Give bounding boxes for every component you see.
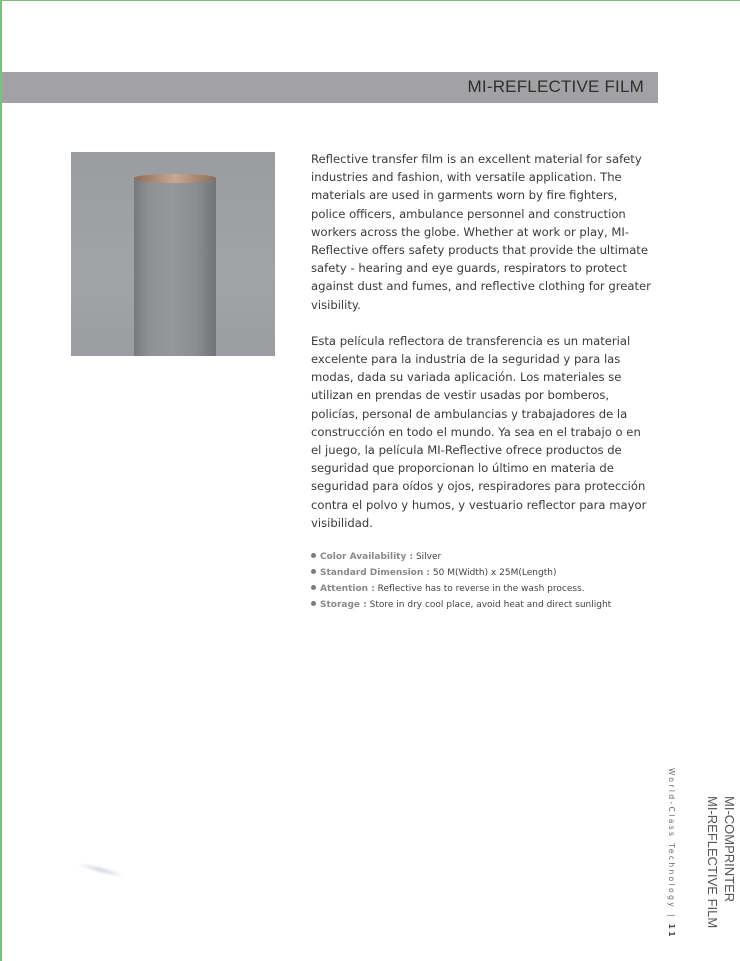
product-photo <box>71 152 275 356</box>
page-number: 11 <box>667 923 676 939</box>
frame-left-line <box>0 0 2 961</box>
spec-standard-dimension <box>311 565 651 581</box>
spec-value: Silver <box>415 552 442 562</box>
spec-color-availability <box>311 549 651 565</box>
spec-label: Color Availability : <box>320 552 414 562</box>
spec-storage <box>311 597 651 613</box>
description-spanish: Esta película reflectora de transferencia es un material excelente para la industria de la seguridad y para las modas, dada su variada aplicación. Los materiales se utilizan en prendas de vestir usadas por bomberos, policías, personal de ambulancias y trabajadores de la construcción en todo el mundo. Ya sea en el trabajo o en el juego, la película MI-Reflective ofrece productos de seguridad que proporcionan lo último en materia de seguridad para oídos y ojos, respiradores para protección contra el polvo y humos, y vestuario reflector para mayor visibilidad. <box>311 333 647 530</box>
spec-attention <box>311 581 651 597</box>
film-roll-image <box>134 178 216 356</box>
spec-value: Reflective has to reverse in the wash process. <box>377 584 585 594</box>
bullet-icon <box>311 585 316 590</box>
side-title-line1: MI-COMPRINTER <box>722 796 737 903</box>
film-roll-core <box>134 174 216 183</box>
bullet-icon <box>311 601 316 606</box>
spec-value: Store in dry cool place, avoid heat and direct sunlight <box>369 600 612 610</box>
header-band <box>2 72 658 103</box>
frame-top-line <box>0 0 740 1</box>
side-tagline <box>661 768 676 939</box>
bullet-icon <box>311 569 316 574</box>
side-title-line2: MI-REFLECTIVE FILM <box>705 796 720 929</box>
tagline-text: World-Class Technology <box>667 768 676 910</box>
spec-value: 50 M(Width) x 25M(Length) <box>432 568 557 578</box>
bullet-icon <box>311 553 316 558</box>
decorative-smudge <box>76 860 126 880</box>
spec-list <box>311 549 651 613</box>
tagline-separator: | <box>667 913 676 919</box>
spec-label: Attention : <box>320 584 375 594</box>
page-title: MI-REFLECTIVE FILM <box>467 77 644 96</box>
spec-label: Standard Dimension : <box>320 568 431 578</box>
spec-label: Storage : <box>320 600 367 610</box>
description-english: Reflective transfer film is an excellent material for safety industries and fashion, with versatile application. The materials are used in garments worn by fire fighters, police officers, ambulance personnel and construction workers across the globe. Whether at work or play, MI-Reflective offers safety products that provide the ultimate safety - hearing and eye guards, respirators to protect against dust and fumes, and reflective clothing for greater visibility. <box>311 152 651 312</box>
description <box>311 150 653 532</box>
side-title <box>702 796 738 936</box>
